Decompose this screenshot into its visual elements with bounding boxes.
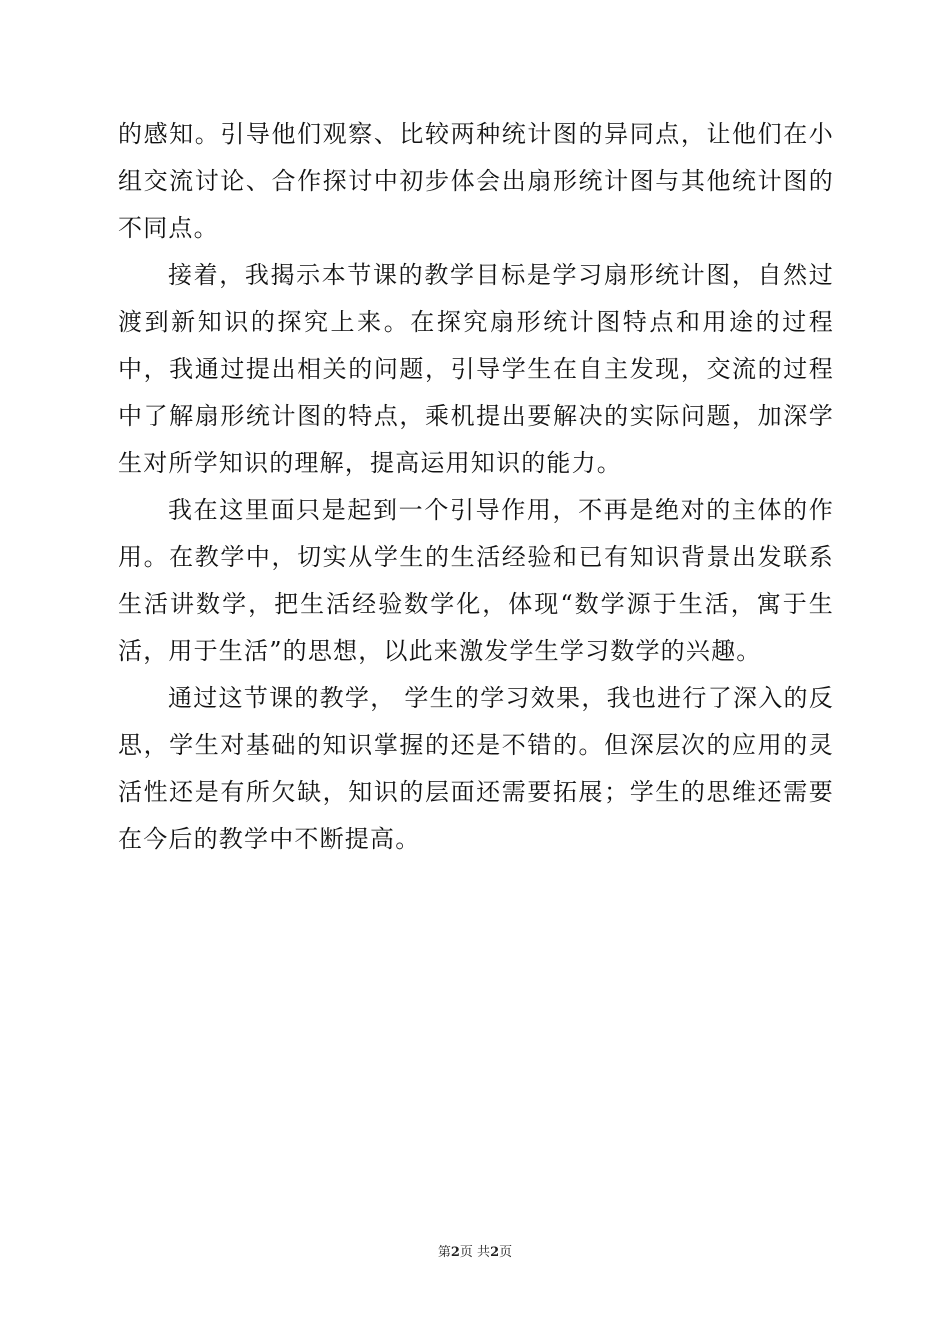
paragraph-continuation: 的感知。引导他们观察、比较两种统计图的异同点，让他们在小组交流讨论、合作探讨中初步体会出扇形统计图与其他统计图的不同点。 <box>118 120 834 242</box>
footer-prefix: 第 <box>437 1245 451 1260</box>
current-page-number: 2 <box>450 1245 460 1260</box>
paragraph: 接着，我揭示本节课的教学目标是学习扇形统计图，自然过渡到新知识的探究上来。在探究扇形统计图特点和用途的过程中，我通过提出相关的问题，引导学生在自主发现，交流的过程中了解扇形统计图的特点，乘机提出要解决的实际问题，加深学生对所学知识的理解，提高运用知识的能力。 <box>118 261 834 477</box>
footer-suffix: 页 <box>499 1245 513 1260</box>
footer-middle: 页 共 <box>459 1245 491 1260</box>
page-footer <box>0 1244 950 1262</box>
paragraph: 我在这里面只是起到一个引导作用，不再是绝对的主体的作用。在教学中，切实从学生的生活经验和已有知识背景出发联系生活讲数学，把生活经验数学化，体现“数学源于生活，寓于生活，用于生活”的思想，以此来激发学生学习数学的兴趣。 <box>118 496 834 665</box>
document-body <box>118 111 834 863</box>
paragraph: 通过这节课的教学， 学生的学习效果，我也进行了深入的反思，学生对基础的知识掌握的还是不错的。但深层次的应用的灵活性还是有所欠缺，知识的层面还需要拓展；学生的思维还需要在今后的教学中不断提高。 <box>118 684 834 853</box>
total-page-number: 2 <box>490 1245 500 1260</box>
